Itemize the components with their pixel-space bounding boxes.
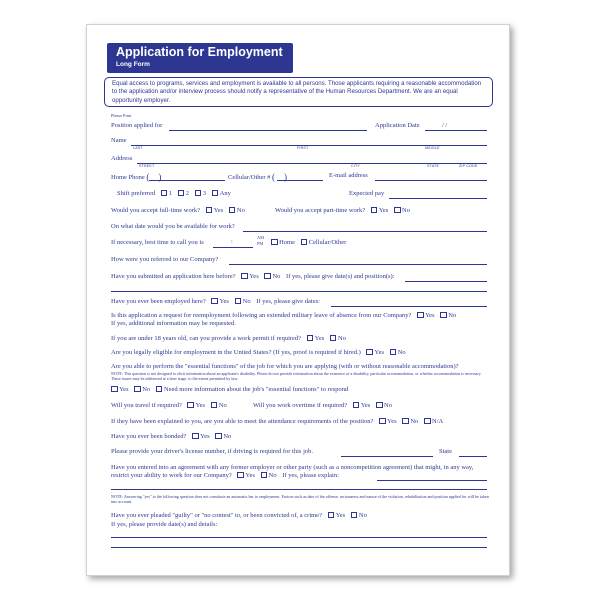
shift-3-checkbox[interactable] <box>195 190 202 197</box>
full-time-row <box>111 207 245 215</box>
eligible-no-checkbox[interactable] <box>390 349 397 356</box>
yes-label: Yes <box>200 433 210 440</box>
shift-1-checkbox[interactable] <box>161 190 168 197</box>
attendance-question: If they have been explained to you, are you able to meet the attendance requirements of the position? <box>111 418 374 425</box>
travel-row <box>111 402 227 410</box>
overtime-row <box>253 402 392 410</box>
no-label: No <box>410 418 419 425</box>
under18-yes-checkbox[interactable] <box>307 335 314 342</box>
equal-opportunity-notice: Equal access to programs, services and employment is available to all persons. Those applicants requiring a reasonable accommodation to the application and/or interview process should notify a representative of the Human Resources Department. We are an equal opportunity employer. <box>104 77 493 107</box>
application-date-label: Application Date <box>375 122 420 129</box>
overtime-no-checkbox[interactable] <box>376 402 383 409</box>
bonded-no-checkbox[interactable] <box>215 433 222 440</box>
submitted-dates-field[interactable] <box>405 281 487 282</box>
under18-no-checkbox[interactable] <box>330 335 337 342</box>
employed-dates-label: If yes, please give dates: <box>256 298 320 305</box>
application-date-field[interactable] <box>425 130 487 131</box>
attendance-na-checkbox[interactable] <box>424 418 431 425</box>
under18-row <box>111 335 346 343</box>
form-title: Application for Employment <box>116 45 283 59</box>
crime-details-field-1[interactable] <box>111 537 487 538</box>
essential-no-checkbox[interactable] <box>134 386 141 393</box>
no-label: No <box>337 335 346 342</box>
submitted-no-checkbox[interactable] <box>264 273 271 280</box>
crime-row <box>111 512 367 520</box>
address-zip-caption: ZIP CODE <box>459 164 478 168</box>
essential-question: Are you able to perform the "essential functions" of the job for which you are applying (with or without reasonable accommodation)? <box>111 363 459 370</box>
shift-any-label: Any <box>219 190 231 197</box>
name-label: Name <box>111 137 127 144</box>
pm-label: PM <box>257 241 264 246</box>
part-time-row <box>275 207 410 215</box>
need-info-checkbox[interactable] <box>156 386 163 393</box>
no-label: No <box>236 207 245 214</box>
crime-details-field-2[interactable] <box>111 547 487 548</box>
need-info-label: Need more information about the job's "essential functions" to respond <box>163 386 349 393</box>
address-state-caption: STATE <box>427 164 440 168</box>
form-subtitle: Long Form <box>116 61 150 68</box>
no-label: No <box>448 312 457 319</box>
call-location-row <box>267 239 346 247</box>
agreement-question-line1: Have you entered into an agreement with any former employer or other party (such as a noncompetition agreement) that might, in any way, <box>111 464 474 471</box>
name-middle-caption: MIDDLE <box>425 146 440 150</box>
agreement-question-line2: restrict your ability to work for our Company? <box>111 472 232 479</box>
shift-1-label: 1 <box>168 190 173 197</box>
bonded-row <box>111 433 231 441</box>
travel-no-checkbox[interactable] <box>211 402 218 409</box>
employed-yes-checkbox[interactable] <box>211 298 218 305</box>
agreement-row <box>111 472 339 480</box>
yes-label: Yes <box>374 349 385 356</box>
yes-label: Yes <box>335 512 346 519</box>
reemployment-row <box>111 312 456 320</box>
shift-label: Shift preferred <box>117 190 156 197</box>
no-label: No <box>242 298 251 305</box>
crime-dates-label: If yes, please provide date(s) and details: <box>111 521 218 528</box>
submitted-dates-label: If yes, please give date(s) and position(s): <box>286 273 395 280</box>
license-field[interactable] <box>341 456 433 457</box>
am-label: AM <box>257 235 264 240</box>
expected-pay-field[interactable] <box>389 198 487 199</box>
crime-question: Have you ever pleaded "guilty" or "no contest" to, or been convicted of, a crime? <box>111 512 322 519</box>
home-option-label: Home <box>279 239 295 246</box>
submitted-before-question: Have you submitted an application here before? <box>111 273 236 280</box>
submitted-dates-field-2[interactable] <box>111 291 487 292</box>
yes-label: Yes <box>360 402 371 409</box>
please-print-label: Please Print <box>111 113 132 118</box>
email-field[interactable] <box>375 180 487 181</box>
essential-note: NOTE: This question is not designed to elicit information about an applicant's disability. Please do not provide information about the existence of a disability, particular accommodation, or whether accommodation is necessary. These issues may be addressed at a later stage, to the extent permitted by law. <box>111 371 482 381</box>
submitted-yes-checkbox[interactable] <box>241 273 248 280</box>
available-date-field[interactable] <box>243 231 487 232</box>
yes-label: Yes <box>378 207 389 214</box>
address-label: Address <box>111 155 133 162</box>
no-label: No <box>223 433 232 440</box>
home-phone-label: Home Phone ( ) <box>111 171 162 182</box>
date-slashes: / / <box>442 122 448 129</box>
overtime-yes-checkbox[interactable] <box>353 402 360 409</box>
yes-label: Yes <box>219 298 229 305</box>
essential-options-row <box>107 386 348 394</box>
essential-yes-checkbox[interactable] <box>111 386 118 393</box>
attendance-no-checkbox[interactable] <box>402 418 409 425</box>
no-label: No <box>142 386 151 393</box>
attendance-yes-checkbox[interactable] <box>379 418 386 425</box>
crime-yes-checkbox[interactable] <box>328 512 335 519</box>
no-label: No <box>384 402 392 409</box>
expected-pay-label: Expected pay <box>349 190 385 197</box>
yes-label: Yes <box>249 273 259 280</box>
submitted-before-row <box>111 273 395 281</box>
please-explain-label: If yes, please explain: <box>282 472 339 479</box>
agreement-no-checkbox[interactable] <box>261 472 268 479</box>
part-time-question: Would you accept part-time work? <box>275 207 366 214</box>
cellular-option-label: Cellular/Other <box>308 239 347 246</box>
shift-2-checkbox[interactable] <box>178 190 185 197</box>
cellular-field[interactable] <box>277 180 323 181</box>
address-street-caption: STREET <box>139 164 155 168</box>
full-time-yes-checkbox[interactable] <box>206 207 213 214</box>
shift-3-label: 3 <box>202 190 206 197</box>
no-label: No <box>218 402 227 409</box>
employed-before-question: Have you ever been employed here? <box>111 298 206 305</box>
reemployment-info: If yes, additional information may be requested. <box>111 320 236 327</box>
agreement-yes-checkbox[interactable] <box>237 472 244 479</box>
yes-label: Yes <box>314 335 325 342</box>
yes-label: Yes <box>245 472 255 479</box>
state-label: State <box>439 448 452 455</box>
state-field[interactable] <box>459 456 487 457</box>
no-label: No <box>268 472 277 479</box>
overtime-question: Will you work overtime if required? <box>253 402 348 409</box>
best-time-label: If necessary, best time to call you is <box>111 239 204 246</box>
referred-label: How were you referred to our Company? <box>111 256 219 263</box>
shift-2-label: 2 <box>185 190 190 197</box>
crime-note: NOTE: Answering "yes" to the following question does not constitute an automatic bar to employment. Factors such as date of the offense, seriousness and nature of the violation, rehabilitation and position applied for will be taken into account. <box>111 494 489 504</box>
no-label: No <box>402 207 410 214</box>
employed-before-row <box>111 298 320 306</box>
crime-no-checkbox[interactable] <box>351 512 358 519</box>
shift-any-checkbox[interactable] <box>212 190 219 197</box>
license-label: Please provide your driver's license number, if driving is required for this job. <box>111 448 314 455</box>
no-label: No <box>272 273 281 280</box>
reemployment-yes-checkbox[interactable] <box>417 312 424 319</box>
yes-label: Yes <box>195 402 206 409</box>
name-last-caption: LAST <box>133 146 143 150</box>
application-form-sheet <box>86 24 510 576</box>
no-label: No <box>358 512 367 519</box>
under18-question: If you are under 18 years old, can you provide a work permit if required? <box>111 335 302 342</box>
full-time-no-checkbox[interactable] <box>229 207 236 214</box>
bonded-question: Have you ever been bonded? <box>111 433 187 440</box>
travel-question: Will you travel if required? <box>111 402 182 409</box>
email-label: E-mail address <box>329 172 368 179</box>
eligible-row <box>111 349 406 357</box>
employed-dates-field[interactable] <box>331 306 487 307</box>
best-time-field[interactable] <box>213 247 253 248</box>
na-label: N/A <box>432 418 444 425</box>
reemployment-question: Is this application a request for reemployment following an extended military leave of absence from our Company? <box>111 312 412 319</box>
yes-label: Yes <box>119 386 129 393</box>
yes-label: Yes <box>213 207 224 214</box>
cellular-checkbox[interactable] <box>301 239 308 246</box>
attendance-row <box>111 418 443 426</box>
agreement-explain-field[interactable] <box>377 480 487 481</box>
shift-row <box>117 190 231 198</box>
title-banner <box>107 43 293 73</box>
position-field[interactable] <box>169 130 367 131</box>
travel-yes-checkbox[interactable] <box>187 402 194 409</box>
employed-no-checkbox[interactable] <box>235 298 242 305</box>
time-colon: : <box>231 238 233 245</box>
referred-field[interactable] <box>229 264 487 265</box>
agreement-explain-field-2[interactable] <box>111 489 487 490</box>
eligible-question: Are you legally eligible for employment in the United States? (If yes, proof is required if hired.) <box>111 349 361 356</box>
name-first-caption: FIRST <box>297 146 309 150</box>
home-phone-field[interactable] <box>149 180 225 181</box>
position-label: Position applied for <box>111 122 163 129</box>
eligible-yes-checkbox[interactable] <box>366 349 373 356</box>
available-date-label: On what date would you be available for work? <box>111 223 235 230</box>
bonded-yes-checkbox[interactable] <box>192 433 199 440</box>
full-time-question: Would you accept full-time work? <box>111 207 201 214</box>
part-time-no-checkbox[interactable] <box>394 207 401 214</box>
cellular-label: Cellular/Other # ( ) <box>228 171 288 182</box>
address-city-caption: CITY <box>351 164 360 168</box>
no-label: No <box>397 349 406 356</box>
home-checkbox[interactable] <box>271 239 278 246</box>
yes-label: Yes <box>425 312 435 319</box>
yes-label: Yes <box>387 418 397 425</box>
reemployment-no-checkbox[interactable] <box>440 312 447 319</box>
part-time-yes-checkbox[interactable] <box>371 207 378 214</box>
